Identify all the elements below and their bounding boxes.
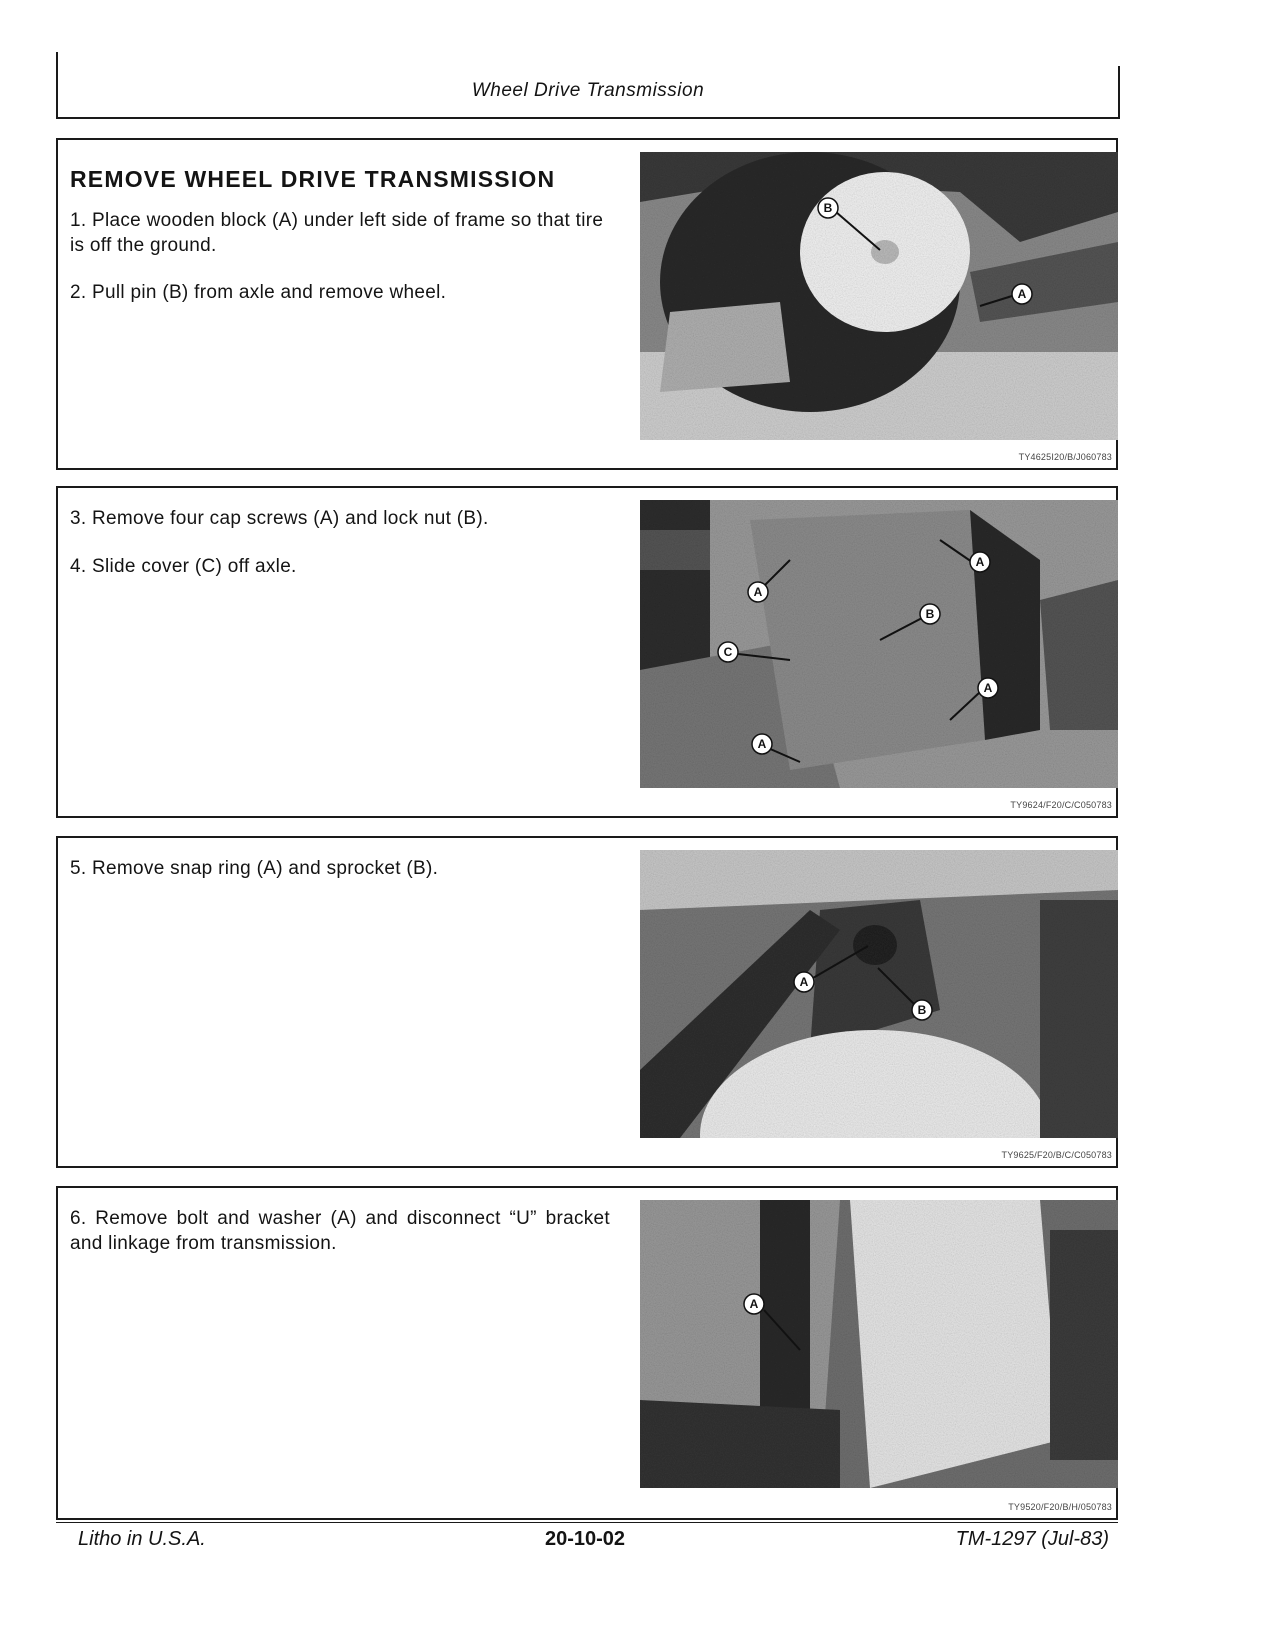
photo-code: TY9625/F20/B/C/C050783 (1001, 1150, 1112, 1160)
step-1: 1. Place wooden block (A) under left side of frame so that tire is off the ground. (70, 210, 604, 256)
callout-b: B (823, 201, 833, 215)
photo-cover-and-cap-screws (640, 500, 1118, 788)
step-5: 5. Remove snap ring (A) and sprocket (B). (70, 858, 439, 879)
callout-a: A (1017, 287, 1027, 301)
step-2: 2. Pull pin (B) from axle and remove wheel. (70, 282, 447, 303)
callout-c: C (723, 645, 733, 659)
photo-code: TY9520/F20/B/H/050783 (1008, 1502, 1112, 1512)
photo-bolt-and-bracket (640, 1200, 1118, 1488)
callout-a: A (975, 555, 985, 569)
page-number: 20-10-02 (544, 1528, 626, 1550)
callout-b: B (917, 1003, 927, 1017)
photo-code: TY4625I20/B/J060783 (1018, 452, 1112, 462)
photo-code: TY9624/F20/C/C050783 (1010, 800, 1112, 810)
procedure-panel-4 (56, 1186, 1118, 1520)
callout-a: A (749, 1297, 759, 1311)
step-6: 6. Remove bolt and washer (A) and disconnect “U” bracket and linkage from transmission. (70, 1208, 610, 1254)
header-rule-bottom (56, 117, 1120, 119)
callout-b: B (925, 607, 935, 621)
callout-a: A (799, 975, 809, 989)
step-3: 3. Remove four cap screws (A) and lock nut (B). (70, 508, 489, 529)
section-title: REMOVE WHEEL DRIVE TRANSMISSION (70, 166, 556, 192)
photo-snap-ring-and-sprocket (640, 850, 1118, 1138)
footer-printer-note: Litho in U.S.A. (78, 1528, 206, 1550)
step-4: 4. Slide cover (C) off axle. (70, 556, 297, 577)
procedure-panel-3 (56, 836, 1118, 1168)
callout-a: A (757, 737, 767, 751)
callout-a: A (983, 681, 993, 695)
footer-rule (56, 1522, 1118, 1523)
photo-wheel-and-block (640, 152, 1118, 440)
callout-a: A (753, 585, 763, 599)
running-title: Wheel Drive Transmission (471, 80, 705, 101)
procedure-panel-1 (56, 138, 1118, 470)
manual-id: TM-1297 (Jul-83) (955, 1528, 1109, 1550)
procedure-panel-2 (56, 486, 1118, 818)
